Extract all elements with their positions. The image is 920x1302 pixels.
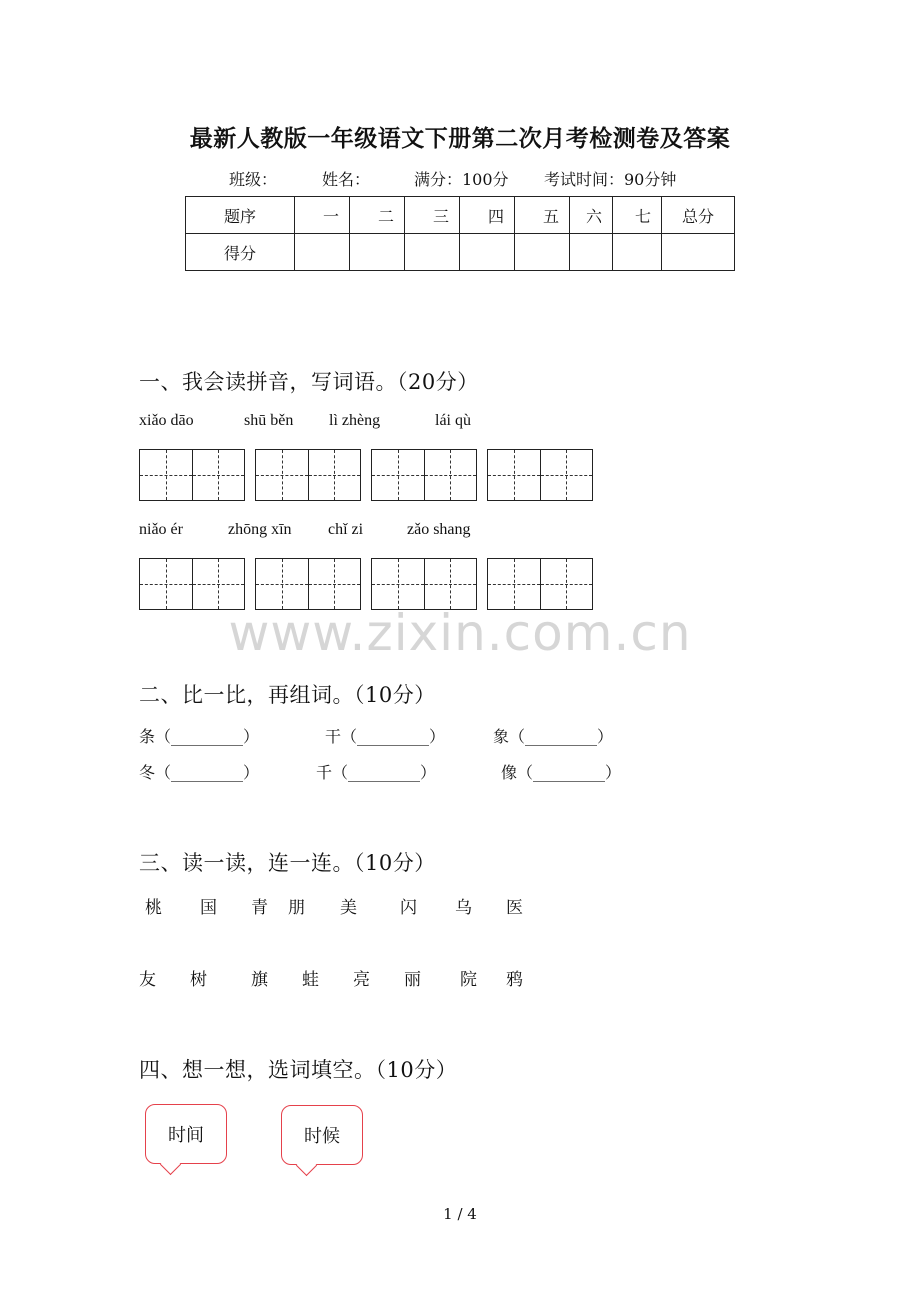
score-input-cell[interactable]: [613, 234, 662, 271]
score-input-cell[interactable]: [460, 234, 515, 271]
writing-grid[interactable]: [371, 449, 477, 501]
score-input-cell[interactable]: [405, 234, 460, 271]
pinyin-label: lái qù: [435, 412, 471, 429]
table-header-cell: 一: [295, 197, 350, 234]
table-header-cell: 三: [405, 197, 460, 234]
match-char-top[interactable]: 桃: [145, 898, 162, 918]
word-blank[interactable]: 冬（_________）: [139, 763, 260, 782]
table-header-cell: 六: [570, 197, 613, 234]
score-input-cell[interactable]: [662, 234, 735, 271]
bubble-tail: [160, 1154, 181, 1175]
match-char-bottom[interactable]: 友: [139, 970, 156, 990]
pinyin-label: zhōng xīn: [228, 521, 292, 538]
table-header-cell: 四: [460, 197, 515, 234]
word-bubble: [281, 1105, 363, 1165]
table-header-cell: 题序: [186, 197, 295, 234]
table-header-cell: 五: [515, 197, 570, 234]
bubble-tail: [296, 1155, 317, 1176]
score-input-cell[interactable]: [295, 234, 350, 271]
word-blank[interactable]: 条（_________）: [139, 727, 260, 746]
pinyin-label: lì zhèng: [329, 412, 381, 429]
match-char-top[interactable]: 朋: [288, 898, 305, 918]
table-row: [186, 197, 735, 234]
word-bubble-text: 时候: [304, 1126, 340, 1147]
pinyin-label: chǐ zi: [328, 521, 364, 538]
score-input-cell[interactable]: [350, 234, 405, 271]
full-score: 满分：100分: [414, 170, 509, 189]
table-row: [186, 234, 735, 271]
section-1-heading: 一、我会读拼音，写词语。（20分）: [139, 370, 479, 394]
section-3-heading: 三、读一读，连一连。（10分）: [139, 851, 436, 875]
match-char-bottom[interactable]: 旗: [251, 970, 268, 990]
table-header-cell: 总分: [662, 197, 735, 234]
pinyin-label: shū běn: [244, 412, 294, 429]
writing-grid[interactable]: [255, 449, 361, 501]
word-bubble-text: 时间: [168, 1125, 204, 1146]
page-number: 1 / 4: [443, 1205, 477, 1223]
table-row-label: 得分: [186, 234, 295, 271]
pinyin-label: zǎo shang: [407, 521, 471, 538]
watermark: www.zixin.com.cn: [228, 604, 692, 662]
match-char-bottom[interactable]: 蛙: [302, 970, 319, 990]
writing-grid[interactable]: [371, 558, 477, 610]
page-title: 最新人教版一年级语文下册第二次月考检测卷及答案: [189, 125, 731, 152]
table-header-cell: 二: [350, 197, 405, 234]
writing-grid[interactable]: [139, 558, 245, 610]
match-char-top[interactable]: 美: [340, 898, 357, 918]
exam-time: 考试时间：90分钟: [544, 170, 677, 189]
match-char-top[interactable]: 医: [506, 898, 523, 918]
score-table: [185, 196, 735, 271]
word-blank[interactable]: 千（_________）: [316, 763, 437, 782]
section-4-heading: 四、想一想，选词填空。（10分）: [139, 1058, 458, 1082]
writing-grid[interactable]: [139, 449, 245, 501]
match-char-top[interactable]: 国: [200, 898, 217, 918]
word-blank[interactable]: 干（_________）: [325, 727, 446, 746]
pinyin-label: xiǎo dāo: [139, 412, 194, 429]
writing-grid[interactable]: [487, 558, 593, 610]
score-input-cell[interactable]: [515, 234, 570, 271]
pinyin-label: niǎo ér: [139, 521, 183, 538]
word-bubble: [145, 1104, 227, 1164]
table-header-cell: 七: [613, 197, 662, 234]
writing-grid[interactable]: [255, 558, 361, 610]
match-char-bottom[interactable]: 鸦: [506, 970, 523, 990]
word-blank[interactable]: 象（_________）: [493, 727, 614, 746]
match-char-bottom[interactable]: 树: [190, 970, 207, 990]
score-input-cell[interactable]: [570, 234, 613, 271]
match-char-top[interactable]: 乌: [455, 898, 472, 918]
name-label: 姓名：: [322, 170, 371, 189]
match-char-bottom[interactable]: 丽: [404, 970, 421, 990]
class-label: 班级：: [229, 170, 278, 189]
match-char-bottom[interactable]: 亮: [353, 970, 370, 990]
match-char-bottom[interactable]: 院: [460, 970, 477, 990]
writing-grid[interactable]: [487, 449, 593, 501]
section-2-heading: 二、比一比，再组词。（10分）: [139, 683, 436, 707]
word-blank[interactable]: 像（_________）: [501, 763, 622, 782]
match-char-top[interactable]: 青: [251, 898, 268, 918]
match-char-top[interactable]: 闪: [400, 898, 417, 918]
